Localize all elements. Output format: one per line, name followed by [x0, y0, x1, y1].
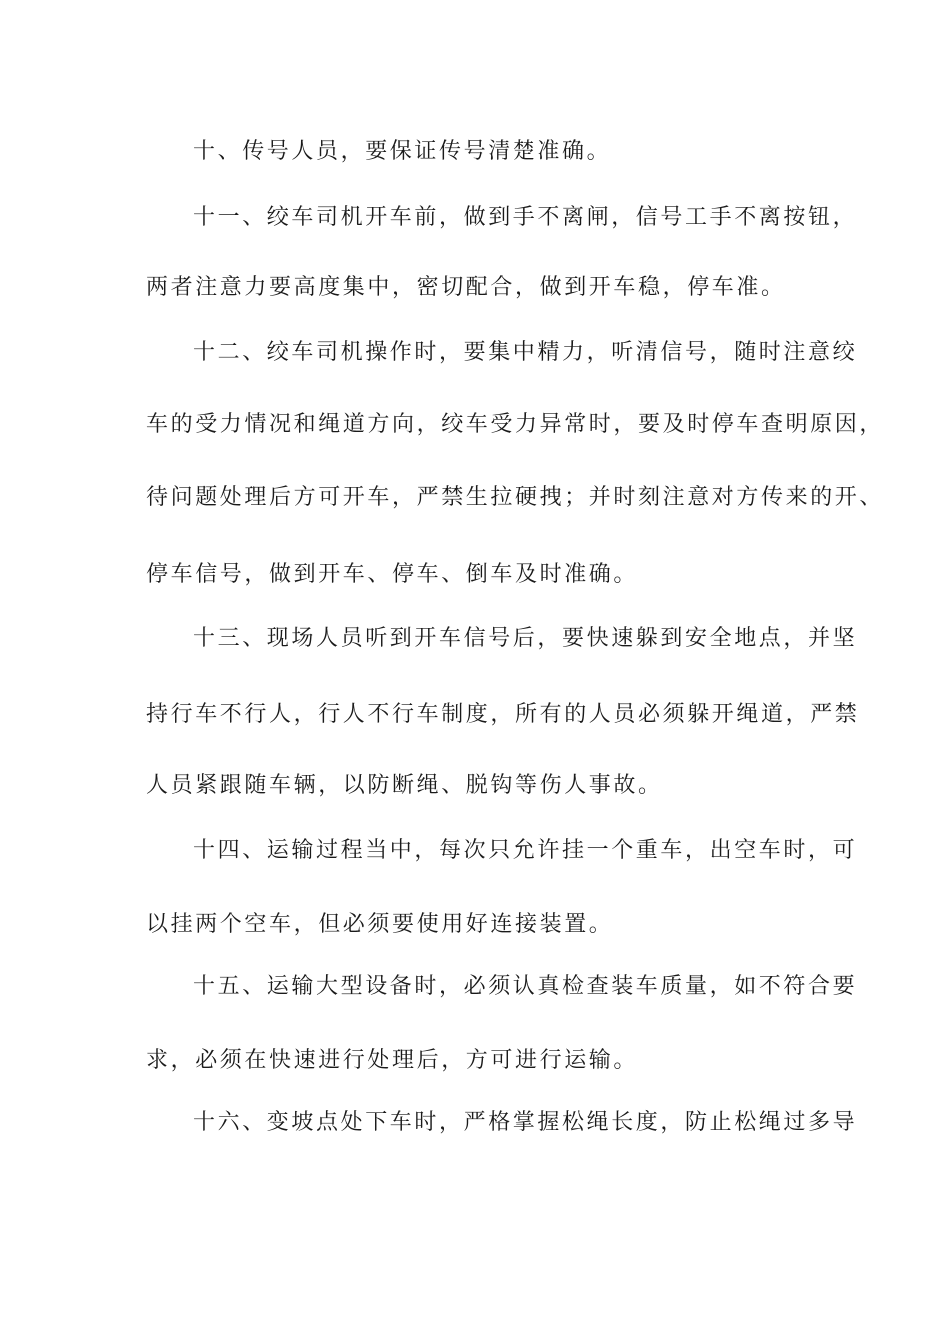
paragraph-13-line-3: 人员紧跟随车辆，以防断绳、脱钩等伤人事故。 [146, 773, 663, 798]
paragraph-15-line-2: 求，必须在快速进行处理后，方可进行运输。 [146, 1048, 639, 1073]
paragraph-12-line-3: 待问题处理后方可开车，严禁生拉硬拽；并时刻注意对方传来的开、 [146, 485, 885, 510]
paragraph-14-line-2: 以挂两个空车，但必须要使用好连接装置。 [146, 912, 614, 937]
paragraph-10-line-1: 十、传号人员，要保证传号清楚准确。 [193, 139, 612, 164]
paragraph-16-line-1: 十六、变坡点处下车时，严格掌握松绳长度，防止松绳过多导 [193, 1110, 858, 1135]
paragraph-15-line-1: 十五、运输大型设备时，必须认真检查装车质量，如不符合要 [193, 974, 858, 999]
paragraph-12-line-2: 车的受力情况和绳道方向，绞车受力异常时，要及时停车查明原因， [146, 412, 885, 437]
paragraph-13-line-1: 十三、现场人员听到开车信号后，要快速躲到安全地点，并坚 [193, 626, 858, 651]
paragraph-14-line-1: 十四、运输过程当中，每次只允许挂一个重车，出空车时，可 [193, 838, 858, 863]
paragraph-13-line-2: 持行车不行人，行人不行车制度，所有的人员必须躲开绳道，严禁 [146, 702, 860, 727]
paragraph-11-line-2: 两者注意力要高度集中，密切配合，做到开车稳，停车准。 [146, 275, 786, 300]
paragraph-12-line-4: 停车信号，做到开车、停车、倒车及时准确。 [146, 562, 639, 587]
paragraph-12-line-1: 十二、绞车司机操作时，要集中精力，听清信号，随时注意绞 [193, 340, 858, 365]
paragraph-11-line-1: 十一、绞车司机开车前，做到手不离闸，信号工手不离按钮， [193, 205, 858, 230]
